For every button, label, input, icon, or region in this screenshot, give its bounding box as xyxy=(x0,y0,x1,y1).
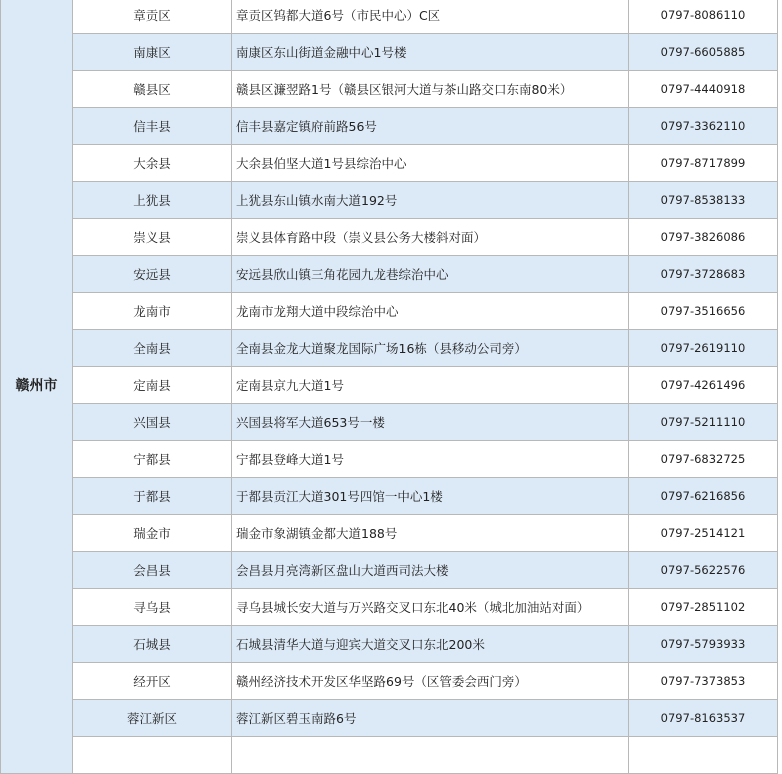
phone-cell: 0797-5211110 xyxy=(629,404,778,441)
table-row xyxy=(1,367,778,404)
table-row xyxy=(1,34,778,71)
address-cell: 崇义县体育路中段（崇义县公务大楼斜对面） xyxy=(232,219,629,256)
district-cell: 瑞金市 xyxy=(73,515,232,552)
table-row xyxy=(1,145,778,182)
table-row xyxy=(1,552,778,589)
district-cell: 于都县 xyxy=(73,478,232,515)
table-row xyxy=(1,663,778,700)
phone-cell: 0797-5622576 xyxy=(629,552,778,589)
address-cell: 兴国县将军大道653号一楼 xyxy=(232,404,629,441)
table-row xyxy=(1,626,778,663)
district-cell: 大余县 xyxy=(73,145,232,182)
district-cell: 南康区 xyxy=(73,34,232,71)
address-cell: 章贡区钨都大道6号（市民中心）C区 xyxy=(232,0,629,34)
phone-cell: 0797-8538133 xyxy=(629,182,778,219)
address-cell: 安远县欣山镇三角花园九龙巷综治中心 xyxy=(232,256,629,293)
address-cell: 蓉江新区碧玉南路6号 xyxy=(232,700,629,737)
address-cell: 定南县京九大道1号 xyxy=(232,367,629,404)
address-cell: 宁都县登峰大道1号 xyxy=(232,441,629,478)
empty-cell xyxy=(629,737,778,774)
address-cell: 石城县清华大道与迎宾大道交叉口东北200米 xyxy=(232,626,629,663)
district-cell: 定南县 xyxy=(73,367,232,404)
district-cell: 经开区 xyxy=(73,663,232,700)
address-cell: 大余县伯坚大道1号县综治中心 xyxy=(232,145,629,182)
table-row xyxy=(1,182,778,219)
address-cell: 南康区东山街道金融中心1号楼 xyxy=(232,34,629,71)
phone-cell: 0797-7373853 xyxy=(629,663,778,700)
phone-cell: 0797-3826086 xyxy=(629,219,778,256)
table-row xyxy=(1,515,778,552)
district-cell: 蓉江新区 xyxy=(73,700,232,737)
table-row xyxy=(1,71,778,108)
address-cell: 会昌县月亮湾新区盘山大道西司法大楼 xyxy=(232,552,629,589)
district-cell: 兴国县 xyxy=(73,404,232,441)
address-cell: 寻乌县城长安大道与万兴路交叉口东北40米（城北加油站对面） xyxy=(232,589,629,626)
table-row xyxy=(1,441,778,478)
address-cell: 全南县金龙大道聚龙国际广场16栋（县移动公司旁） xyxy=(232,330,629,367)
district-cell: 寻乌县 xyxy=(73,589,232,626)
table-body xyxy=(1,0,778,774)
address-cell: 赣县区濂翌路1号（赣县区银河大道与茶山路交口东南80米） xyxy=(232,71,629,108)
district-cell: 宁都县 xyxy=(73,441,232,478)
phone-cell: 0797-3516656 xyxy=(629,293,778,330)
phone-cell: 0797-4261496 xyxy=(629,367,778,404)
city-cell: 赣州市 xyxy=(1,0,73,774)
phone-cell: 0797-6832725 xyxy=(629,441,778,478)
district-cell: 章贡区 xyxy=(73,0,232,34)
phone-cell: 0797-8086110 xyxy=(629,0,778,34)
district-cell: 崇义县 xyxy=(73,219,232,256)
address-cell: 上犹县东山镇水南大道192号 xyxy=(232,182,629,219)
phone-cell: 0797-8717899 xyxy=(629,145,778,182)
phone-cell: 0797-2514121 xyxy=(629,515,778,552)
phone-cell: 0797-2851102 xyxy=(629,589,778,626)
address-cell: 赣州经济技术开发区华坚路69号（区管委会西门旁） xyxy=(232,663,629,700)
phone-cell: 0797-6605885 xyxy=(629,34,778,71)
district-cell: 赣县区 xyxy=(73,71,232,108)
empty-cell xyxy=(232,737,629,774)
table-row xyxy=(1,737,778,774)
table-row xyxy=(1,0,778,34)
phone-cell: 0797-6216856 xyxy=(629,478,778,515)
address-cell: 于都县贡江大道301号四馆一中心1楼 xyxy=(232,478,629,515)
district-cell: 石城县 xyxy=(73,626,232,663)
district-cell: 龙南市 xyxy=(73,293,232,330)
table-row xyxy=(1,219,778,256)
district-cell: 全南县 xyxy=(73,330,232,367)
table-row xyxy=(1,108,778,145)
table-row xyxy=(1,330,778,367)
table-row xyxy=(1,404,778,441)
district-cell: 安远县 xyxy=(73,256,232,293)
table-row xyxy=(1,256,778,293)
table-row xyxy=(1,478,778,515)
phone-cell: 0797-2619110 xyxy=(629,330,778,367)
table-row xyxy=(1,293,778,330)
address-cell: 瑞金市象湖镇金都大道188号 xyxy=(232,515,629,552)
empty-cell xyxy=(73,737,232,774)
table-row xyxy=(1,700,778,737)
district-cell: 信丰县 xyxy=(73,108,232,145)
phone-cell: 0797-8163537 xyxy=(629,700,778,737)
phone-cell: 0797-3728683 xyxy=(629,256,778,293)
address-cell: 信丰县嘉定镇府前路56号 xyxy=(232,108,629,145)
phone-cell: 0797-5793933 xyxy=(629,626,778,663)
district-cell: 上犹县 xyxy=(73,182,232,219)
phone-cell: 0797-4440918 xyxy=(629,71,778,108)
table-row xyxy=(1,589,778,626)
phone-cell: 0797-3362110 xyxy=(629,108,778,145)
district-cell: 会昌县 xyxy=(73,552,232,589)
address-cell: 龙南市龙翔大道中段综治中心 xyxy=(232,293,629,330)
